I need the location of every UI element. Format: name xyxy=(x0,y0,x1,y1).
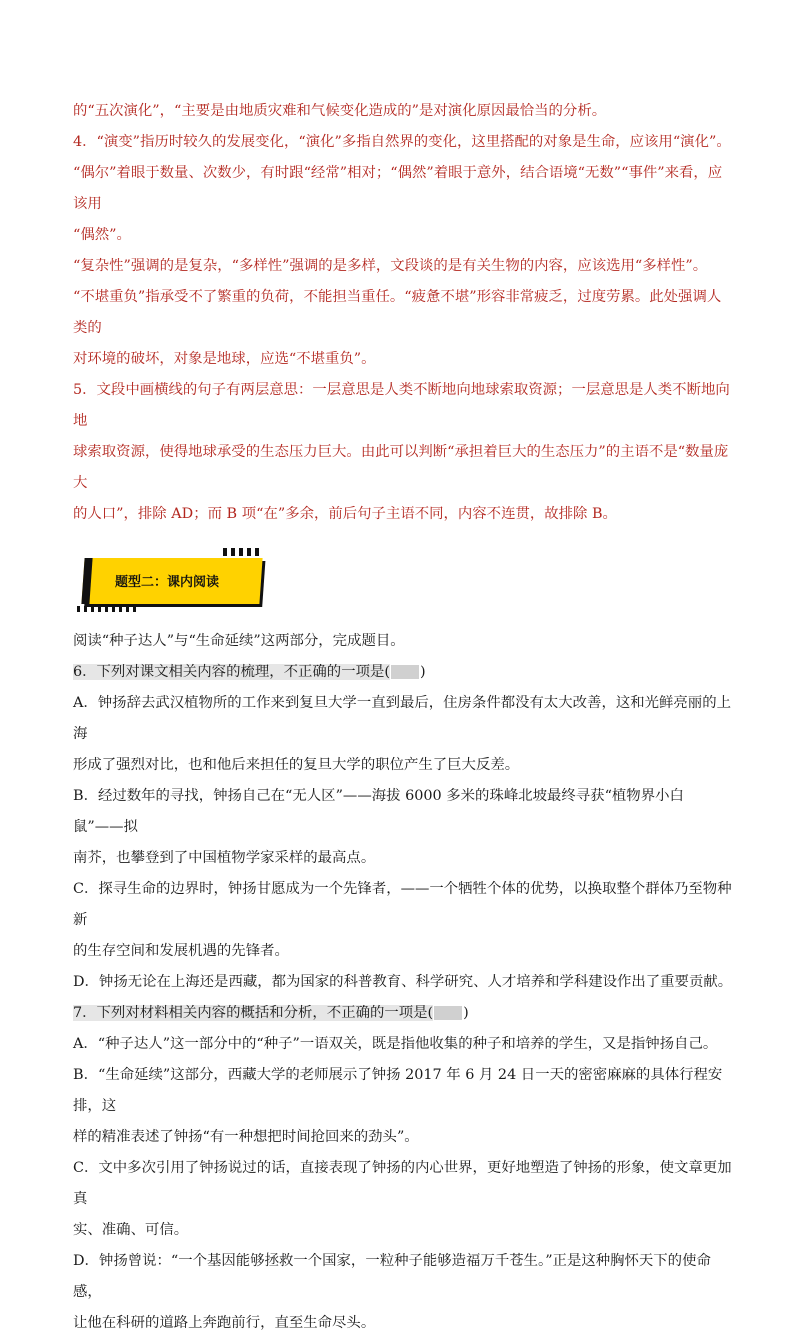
question-7-text: 7．下列对材料相关内容的概括和分析，不正确的一项是( xyxy=(73,1005,434,1021)
analysis-line: “偶然”。 xyxy=(73,227,131,243)
answer-blank[interactable] xyxy=(434,1006,462,1020)
banner-decoration xyxy=(77,606,137,612)
option-a: A．钟扬辞去武汉植物所的工作来到复旦大学一直到最后，住房条件都没有太大改善，这和光鲜亮丽的上海 xyxy=(73,695,731,742)
option-b: B．经过数年的寻找，钟扬自己在“无人区”——海拔 6000 多米的珠峰北坡最终寻获“植物界小白鼠”——拟 xyxy=(73,788,684,835)
option-d-cont: 让他在科研的道路上奔跑前行，直至生命尽头。 xyxy=(73,1315,376,1331)
option-b: B．“生命延续”这部分，西藏大学的老师展示了钟扬 2017 年 6 月 24 日一天的密密麻麻的具体行程安排，这 xyxy=(73,1067,723,1114)
option-d: D．钟扬曾说：“一个基因能够拯救一个国家，一粒种子能够造福万千苍生。”正是这种胸怀天下的使命感， xyxy=(73,1253,711,1300)
analysis-line: 球索取资源，使得地球承受的生态压力巨大。由此可以判断“承担着巨大的生态压力”的主语不是“数量庞大 xyxy=(73,444,729,491)
question-7-close: ) xyxy=(463,1005,469,1021)
option-c-cont: 的生存空间和发展机遇的先锋者。 xyxy=(73,943,289,959)
document-page xyxy=(73,96,733,1339)
option-c: C．探寻生命的边界时，钟扬甘愿成为一个先锋者，——一个牺牲个体的优势，以换取整个群体乃至物种新 xyxy=(73,881,732,928)
analysis-line: 对环境的破坏，对象是地球，应选“不堪重负”。 xyxy=(73,351,376,367)
option-a-cont: 形成了强烈对比，也和他后来担任的复旦大学的职位产生了巨大反差。 xyxy=(73,757,520,773)
option-b-cont: 样的精准表述了钟扬“有一种想把时间抢回来的劲头”。 xyxy=(73,1129,419,1145)
analysis-line: “不堪重负”指承受不了繁重的负荷，不能担当重任。“疲惫不堪”形容非常疲乏，过度劳累。此处强调人类的 xyxy=(73,289,722,336)
questions-section xyxy=(73,626,733,1339)
analysis-line: 5．文段中画横线的句子有两层意思：一层意思是人类不断地向地球索取资源；一层意思是人类不断地向地 xyxy=(73,382,730,429)
question-6-text: 6．下列对课文相关内容的梳理，不正确的一项是( xyxy=(73,664,390,680)
analysis-line: 的人口”，排除 AD；而 B 项“在”多余，前后句子主语不同，内容不连贯，故排除 B。 xyxy=(73,506,617,522)
question-6-stem xyxy=(73,657,733,688)
option-b-cont: 南芥，也攀登到了中国植物学家采样的最高点。 xyxy=(73,850,376,866)
option-c: C．文中多次引用了钟扬说过的话，直接表现了钟扬的内心世界，更好地塑造了钟扬的形象，使文章更加真 xyxy=(73,1160,732,1207)
option-c-cont: 实、准确、可信。 xyxy=(73,1222,189,1238)
question-7-stem xyxy=(73,998,733,1029)
answer-analysis xyxy=(73,96,733,530)
reading-instruction: 阅读“种子达人”与“生命延续”这两部分，完成题目。 xyxy=(73,633,405,649)
section-title: 题型二：课内阅读 xyxy=(115,575,220,590)
analysis-line: 的“五次演化”，“主要是由地质灾难和气候变化造成的”是对演化原因最恰当的分析。 xyxy=(73,103,607,119)
question-6-close: ) xyxy=(419,664,426,680)
answer-blank[interactable] xyxy=(391,665,419,679)
section-banner xyxy=(73,546,733,616)
banner-decoration xyxy=(223,548,259,556)
analysis-line: 4．“演变”指历时较久的发展变化，“演化”多指自然界的变化，这里搭配的对象是生命，应该用“演化”。 xyxy=(73,134,731,150)
analysis-line: “偶尔”着眼于数量、次数少，有时跟“经常”相对；“偶然”着眼于意外，结合语境“无数”“事件”来看，应该用 xyxy=(73,165,723,212)
option-a: A．“种子达人”这一部分中的“种子”一语双关，既是指他收集的种子和培养的学生，又是指钟扬自己。 xyxy=(73,1036,718,1052)
option-d: D．钟扬无论在上海还是西藏，都为国家的科普教育、科学研究、人才培养和学科建设作出了重要贡献。 xyxy=(73,974,733,990)
analysis-line: “复杂性”强调的是复杂，“多样性”强调的是多样，文段谈的是有关生物的内容，应该选用“多样性”。 xyxy=(73,258,708,274)
